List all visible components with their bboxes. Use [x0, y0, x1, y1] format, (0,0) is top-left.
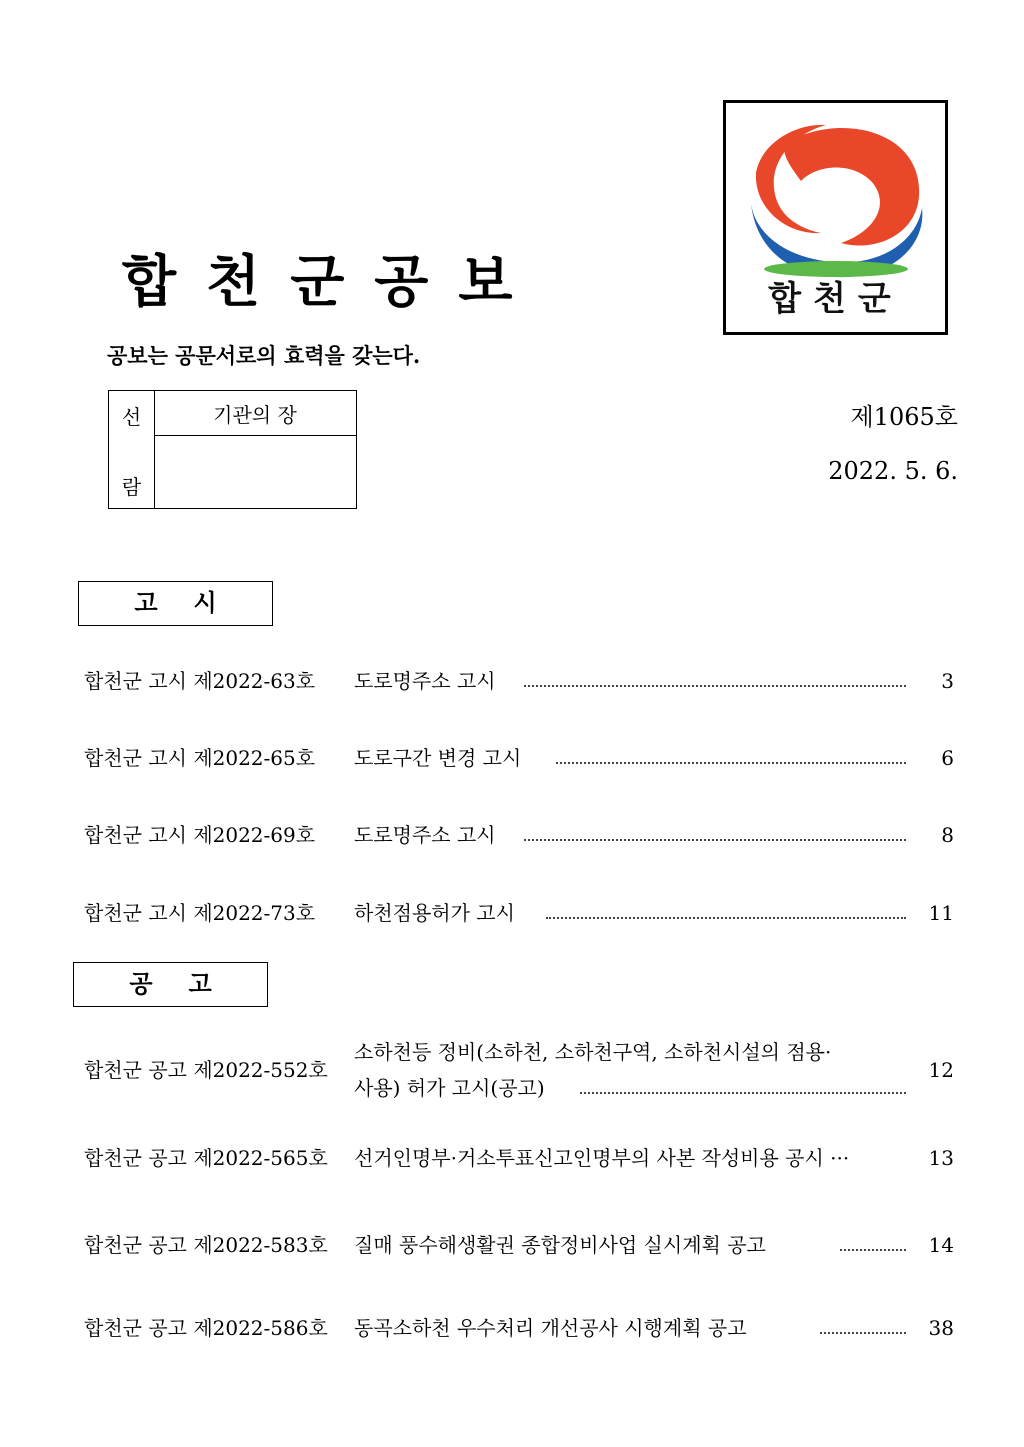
- leader-dots: [524, 685, 906, 687]
- entry-page: 12: [928, 1058, 954, 1082]
- section-announcements-heading: 공고: [73, 962, 268, 1007]
- toc-entry[interactable]: [84, 1227, 954, 1263]
- entry-page: 38: [928, 1316, 954, 1340]
- toc-entry[interactable]: [84, 817, 954, 853]
- gazette-subtitle: 공보는 공문서로의 효력을 갖는다.: [107, 343, 421, 368]
- toc-entry[interactable]: [84, 895, 954, 931]
- entry-page: 3: [941, 669, 954, 693]
- leader-dots: [580, 1092, 906, 1094]
- logo-text: 합천군: [768, 279, 903, 319]
- toc-entry[interactable]: [84, 740, 954, 776]
- issue-number: 제1065호: [850, 403, 958, 431]
- entry-number: 합천군 고시 제2022-65호: [84, 746, 316, 770]
- review-table: [108, 390, 357, 509]
- entry-title: 도로명주소 고시: [354, 823, 496, 847]
- entry-title: 선거인명부·거소투표신고인명부의 사본 작성비용 공시 ···: [354, 1146, 850, 1170]
- county-logo: [723, 100, 948, 335]
- leader-dots: [820, 1332, 906, 1334]
- leader-dots: [556, 762, 906, 764]
- leader-dots: [840, 1249, 906, 1251]
- entry-number: 합천군 공고 제2022-586호: [84, 1316, 328, 1340]
- entry-title-line2: 사용) 허가 고시(공고): [354, 1076, 545, 1100]
- leader-dots: [546, 917, 906, 919]
- entry-title: 도로명주소 고시: [354, 669, 496, 693]
- toc-entry[interactable]: [84, 663, 954, 699]
- entry-page: 8: [941, 823, 954, 847]
- entry-page: 14: [928, 1233, 954, 1257]
- review-header: 기관의 장: [213, 403, 297, 427]
- entry-number: 합천군 공고 제2022-552호: [84, 1058, 328, 1082]
- entry-page: 11: [928, 901, 954, 925]
- review-label-bottom: 람: [121, 475, 142, 499]
- toc-entry[interactable]: [84, 1140, 954, 1176]
- entry-title: 동곡소하천 우수처리 개선공사 시행계획 공고: [354, 1316, 747, 1340]
- entry-title: 하천점용허가 고시: [354, 901, 515, 925]
- gazette-title: 합천군공보: [122, 250, 543, 315]
- entry-title-line1: 소하천등 정비(소하천, 소하천구역, 소하천시설의 점용·: [354, 1040, 832, 1064]
- toc-entry[interactable]: [84, 1310, 954, 1346]
- entry-page: 13: [928, 1146, 954, 1170]
- toc-entry[interactable]: [84, 1034, 954, 1106]
- review-label-top: 선: [121, 405, 142, 429]
- entry-number: 합천군 공고 제2022-565호: [84, 1146, 328, 1170]
- entry-number: 합천군 고시 제2022-69호: [84, 823, 316, 847]
- entry-title: 질매 풍수해생활권 종합정비사업 실시계획 공고: [354, 1233, 766, 1257]
- leader-dots: [524, 839, 906, 841]
- entry-number: 합천군 고시 제2022-63호: [84, 669, 316, 693]
- issue-date: 2022. 5. 6.: [828, 457, 958, 485]
- entry-page: 6: [941, 746, 954, 770]
- section-notices-heading: 고시: [78, 581, 273, 626]
- entry-number: 합천군 공고 제2022-583호: [84, 1233, 328, 1257]
- entry-title: 도로구간 변경 고시: [354, 746, 522, 770]
- entry-number: 합천군 고시 제2022-73호: [84, 901, 316, 925]
